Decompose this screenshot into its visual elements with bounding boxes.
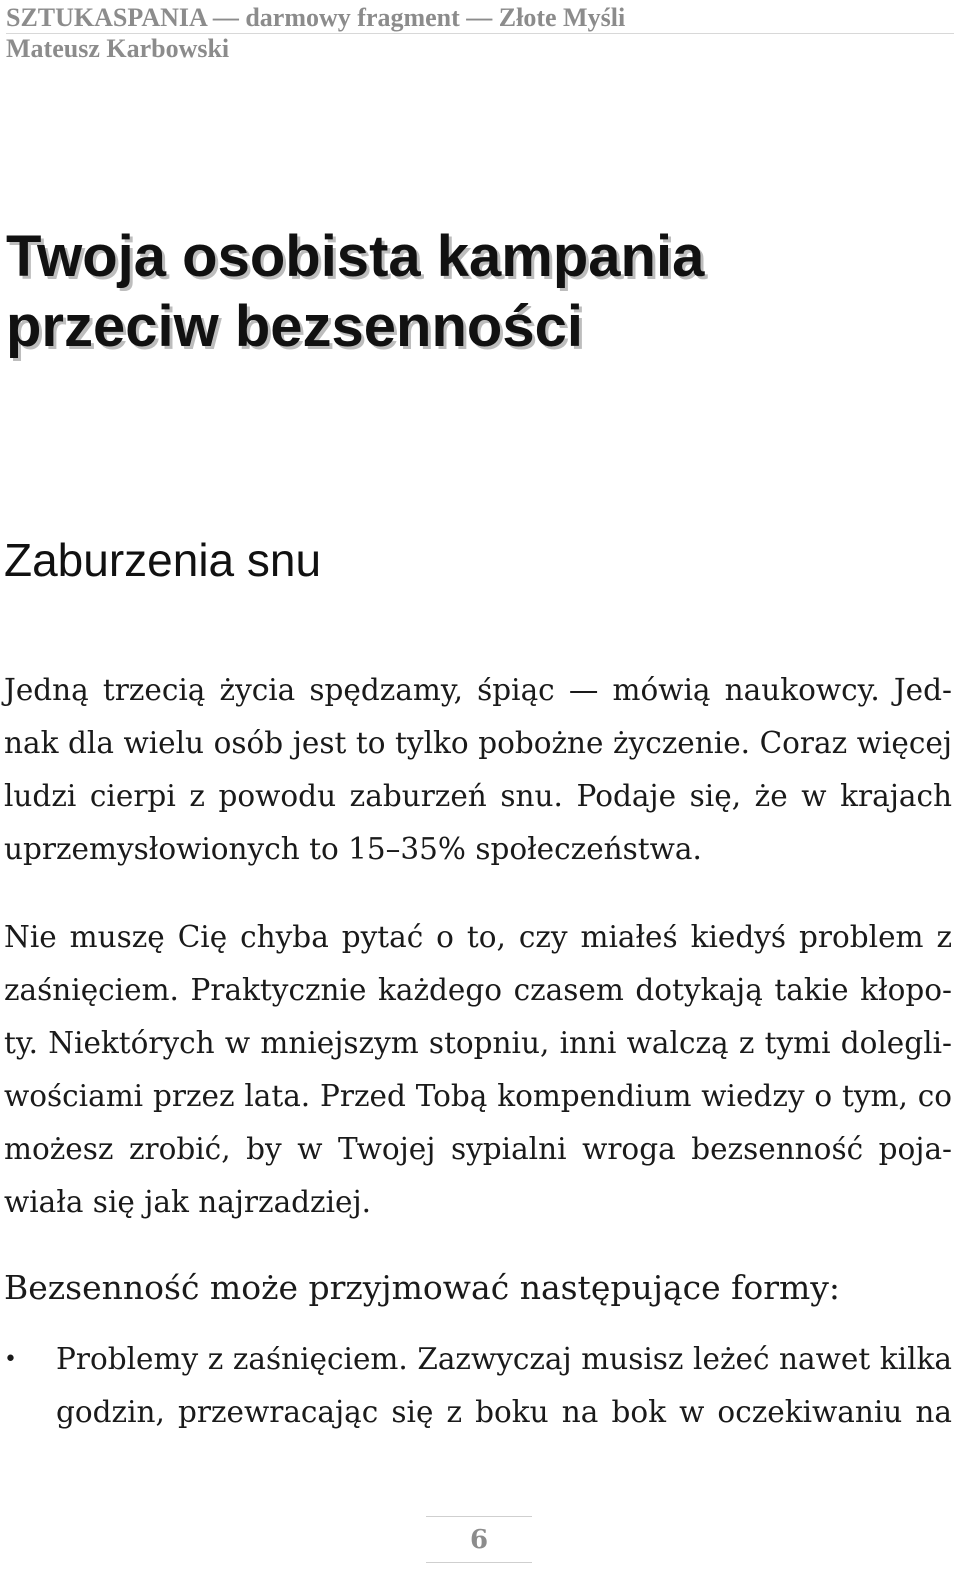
- paragraph-question: [4, 911, 952, 1229]
- paragraph-line: wiała się jak najrzadziej.: [4, 1185, 372, 1219]
- paragraph-line: ludzi cierpi z powodu zaburzeń snu. Podaje się, że w krajach: [4, 779, 952, 813]
- paragraph-line: możesz zrobić, by w Twojej sypialni wroga bezsenność poja-: [4, 1132, 952, 1166]
- list-item-line: Problemy z zaśnięciem. Zazwyczaj musisz leżeć nawet kilka: [56, 1342, 952, 1376]
- running-header: [6, 2, 954, 64]
- paragraph-line: Jedną trzecią życia spędzamy, śpiąc — mówią naukowcy. Jed-: [4, 673, 952, 707]
- chapter-title-line-2: przeciw bezsenności: [6, 294, 583, 359]
- section-title: Zaburzenia snu: [4, 534, 322, 586]
- footer-divider-top: [426, 1516, 532, 1517]
- header-author: Mateusz Karbowski: [6, 34, 230, 63]
- list-item-line: godzin, przewracając się z boku na bok w oczekiwaniu na: [56, 1395, 952, 1429]
- bullet-icon: •: [4, 1347, 17, 1372]
- page-number: 6: [469, 1525, 489, 1555]
- chapter-title-line-1: Twoja osobista kampania: [6, 224, 705, 289]
- paragraph-line: Nie muszę Cię chyba pytać o to, czy miałeś kiedyś problem z: [4, 920, 952, 954]
- paragraph-intro: [4, 664, 952, 876]
- header-divider: [6, 33, 954, 34]
- paragraph-line: ty. Niektórych w mniejszym stopniu, inni walczą z tymi dolegli-: [4, 1026, 952, 1060]
- insomnia-forms-list: [0, 1333, 952, 1439]
- paragraph-line: nak dla wielu osób jest to tylko pobożne życzenie. Coraz więcej: [4, 726, 952, 760]
- list-item: [0, 1333, 952, 1439]
- header-title: SZTUKASPANIA — darmowy fragment — Złote Myśli: [6, 3, 626, 32]
- chapter-title: [6, 222, 704, 362]
- footer-divider-bottom: [426, 1562, 532, 1563]
- paragraph-line: wościami przez lata. Przed Tobą kompendium wiedzy o tym, co: [4, 1079, 952, 1113]
- paragraph-line: zaśnięciem. Praktycznie każdego czasem dotykają takie kłopo-: [4, 973, 952, 1007]
- forms-heading: Bezsenność może przyjmować następujące formy:: [4, 1268, 841, 1307]
- paragraph-line: uprzemysłowionych to 15–35% społeczeństwa.: [4, 832, 702, 866]
